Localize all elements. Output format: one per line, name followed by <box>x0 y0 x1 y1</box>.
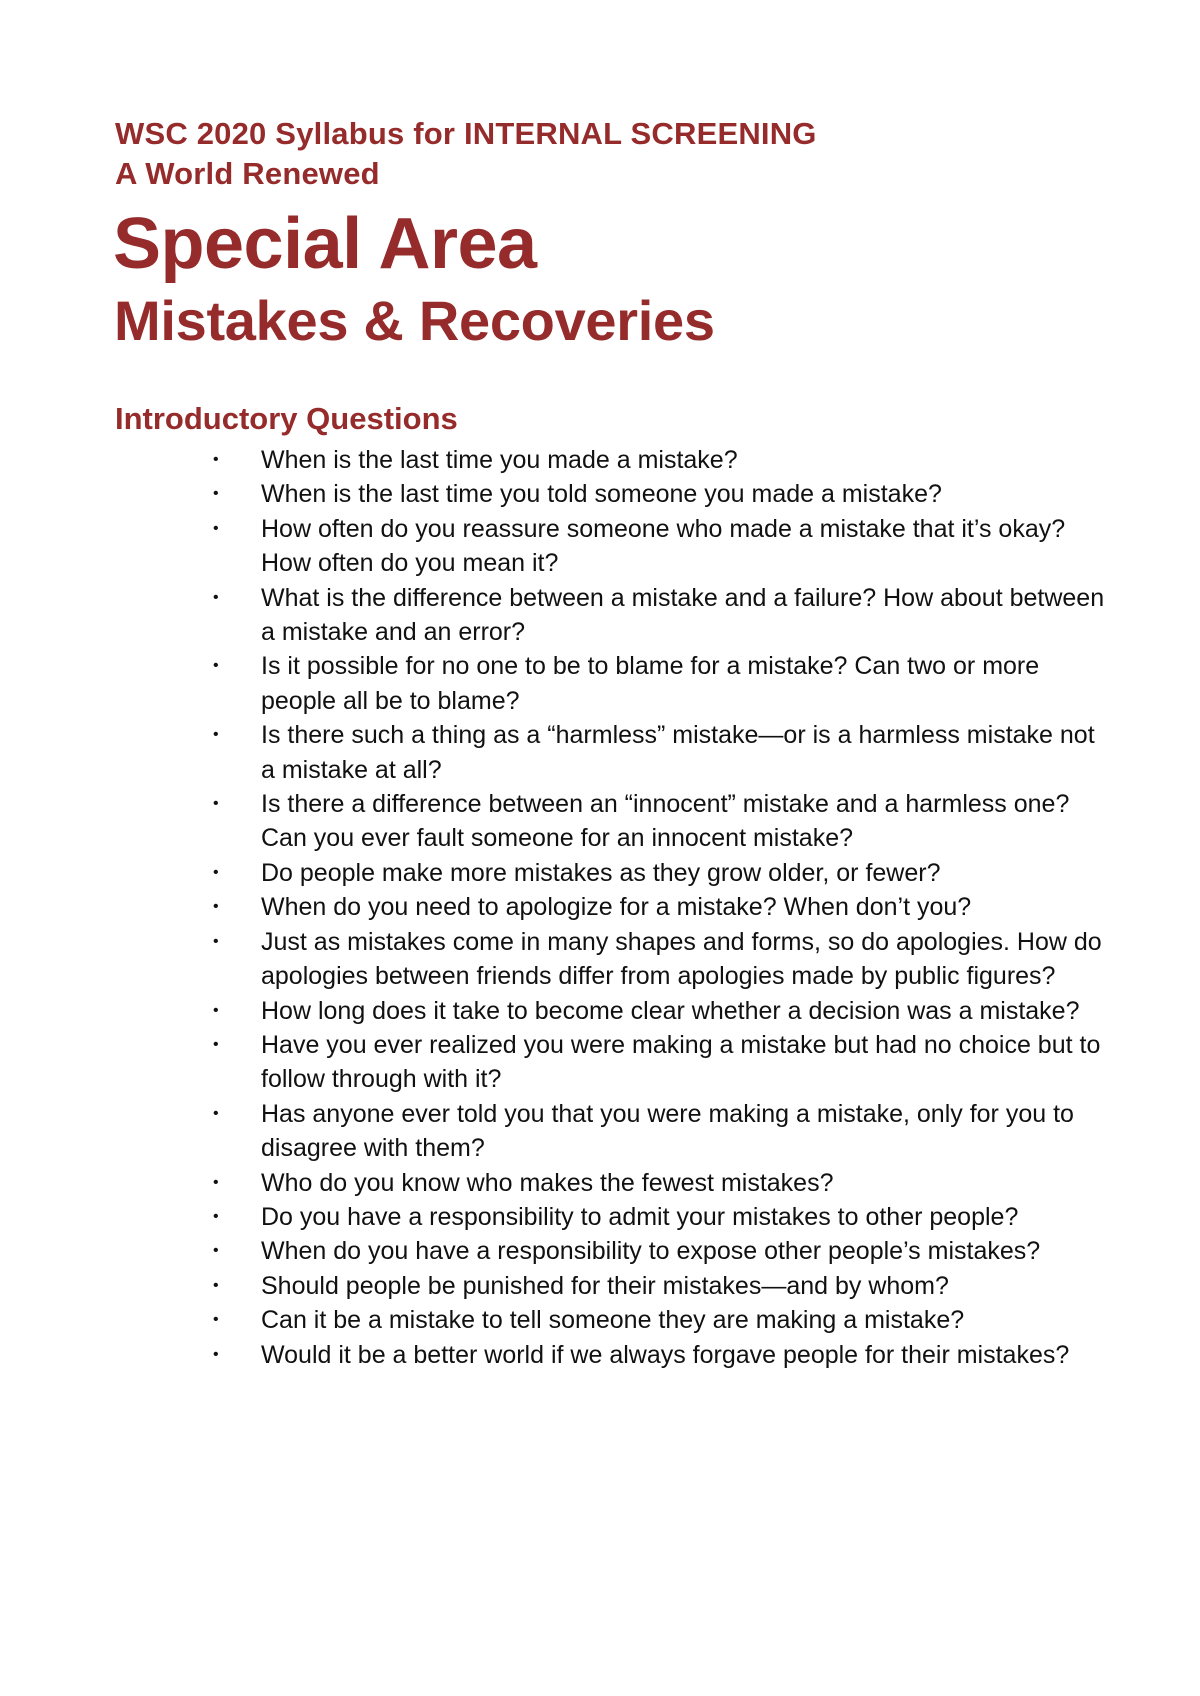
list-item <box>0 649 1111 718</box>
list-item <box>0 1338 1111 1372</box>
question-text: Do people make more mistakes as they grow older, or fewer? <box>261 858 941 887</box>
list-item <box>0 1097 1111 1166</box>
list-item <box>0 1200 1111 1234</box>
page-title: Special Area <box>113 204 537 284</box>
list-item <box>0 856 1111 890</box>
bullet-icon: • <box>213 1242 219 1260</box>
question-text: When do you need to apologize for a mistake? When don’t you? <box>261 893 972 922</box>
bullet-icon: • <box>213 1035 219 1053</box>
bullet-icon: • <box>213 657 219 675</box>
section-heading: Introductory Questions <box>115 401 458 436</box>
question-text: When is the last time you told someone you made a mistake? <box>261 480 942 509</box>
question-text: Just as mistakes come in many shapes and forms, so do apologies. How do apologies between friends differ from apologies made by public figures? <box>261 927 1102 991</box>
bullet-icon: • <box>213 898 219 916</box>
bullet-icon: • <box>213 1276 219 1294</box>
document-header <box>115 114 1115 354</box>
bullet-icon: • <box>213 726 219 744</box>
bullet-icon: • <box>213 588 219 606</box>
question-text: Is there a difference between an “innocent” mistake and a harmless one? Can you ever fault someone for an innocent mistake? <box>261 790 1070 853</box>
bullet-icon: • <box>213 485 219 503</box>
list-item <box>0 890 1111 924</box>
bullet-icon: • <box>213 1207 219 1225</box>
question-text: Is there such a thing as a “harmless” mistake—or is a harmless mistake not a mistake at all? <box>261 721 1095 784</box>
bullet-icon: • <box>213 1173 219 1191</box>
question-list <box>0 443 1200 1372</box>
list-item <box>0 994 1111 1028</box>
bullet-icon: • <box>213 1345 219 1363</box>
bullet-icon: • <box>213 519 219 537</box>
theme-line: A World Renewed <box>115 156 380 191</box>
bullet-icon: • <box>213 795 219 813</box>
list-item <box>0 1303 1111 1337</box>
bullet-icon: • <box>213 932 219 950</box>
question-text: What is the difference between a mistake and a failure? How about between a mistake and an error? <box>261 583 1105 647</box>
syllabus-line: WSC 2020 Syllabus for INTERNAL SCREENING <box>115 116 817 151</box>
question-text: Has anyone ever told you that you were making a mistake, only for you to disagree with them? <box>261 1099 1074 1163</box>
list-item <box>0 1028 1111 1097</box>
question-text: When do you have a responsibility to expose other people’s mistakes? <box>261 1237 1041 1266</box>
list-item <box>0 1269 1111 1303</box>
list-item <box>0 581 1111 650</box>
question-text: When is the last time you made a mistake? <box>261 446 738 474</box>
question-text: Should people be punished for their mistakes—and by whom? <box>261 1271 949 1300</box>
bullet-icon: • <box>213 1104 219 1122</box>
question-text: Is it possible for no one to be to blame for a mistake? Can two or more people all be to blame? <box>261 652 1040 715</box>
list-item <box>0 718 1111 787</box>
question-text: Who do you know who makes the fewest mistakes? <box>261 1168 834 1197</box>
question-text: How long does it take to become clear whether a decision was a mistake? <box>261 996 1080 1025</box>
list-item <box>0 925 1111 994</box>
question-text: Have you ever realized you were making a mistake but had no choice but to follow through with it? <box>261 1030 1101 1094</box>
bullet-icon: • <box>213 1001 219 1019</box>
bullet-icon: • <box>213 1311 219 1329</box>
list-item <box>0 512 1111 581</box>
list-item <box>0 1234 1111 1268</box>
list-item <box>0 443 1111 477</box>
question-text: Would it be a better world if we always forgave people for their mistakes? <box>261 1340 1070 1369</box>
question-text: How often do you reassure someone who made a mistake that it’s okay? How often do you mean it? <box>261 514 1066 578</box>
list-item <box>0 477 1111 511</box>
question-text: Do you have a responsibility to admit your mistakes to other people? <box>261 1202 1019 1231</box>
bullet-icon: • <box>213 451 219 468</box>
question-text: Can it be a mistake to tell someone they are making a mistake? <box>261 1306 965 1335</box>
list-item <box>0 787 1111 856</box>
page-subtitle: Mistakes & Recoveries <box>114 289 715 352</box>
list-item <box>0 1166 1111 1200</box>
bullet-icon: • <box>213 863 219 881</box>
